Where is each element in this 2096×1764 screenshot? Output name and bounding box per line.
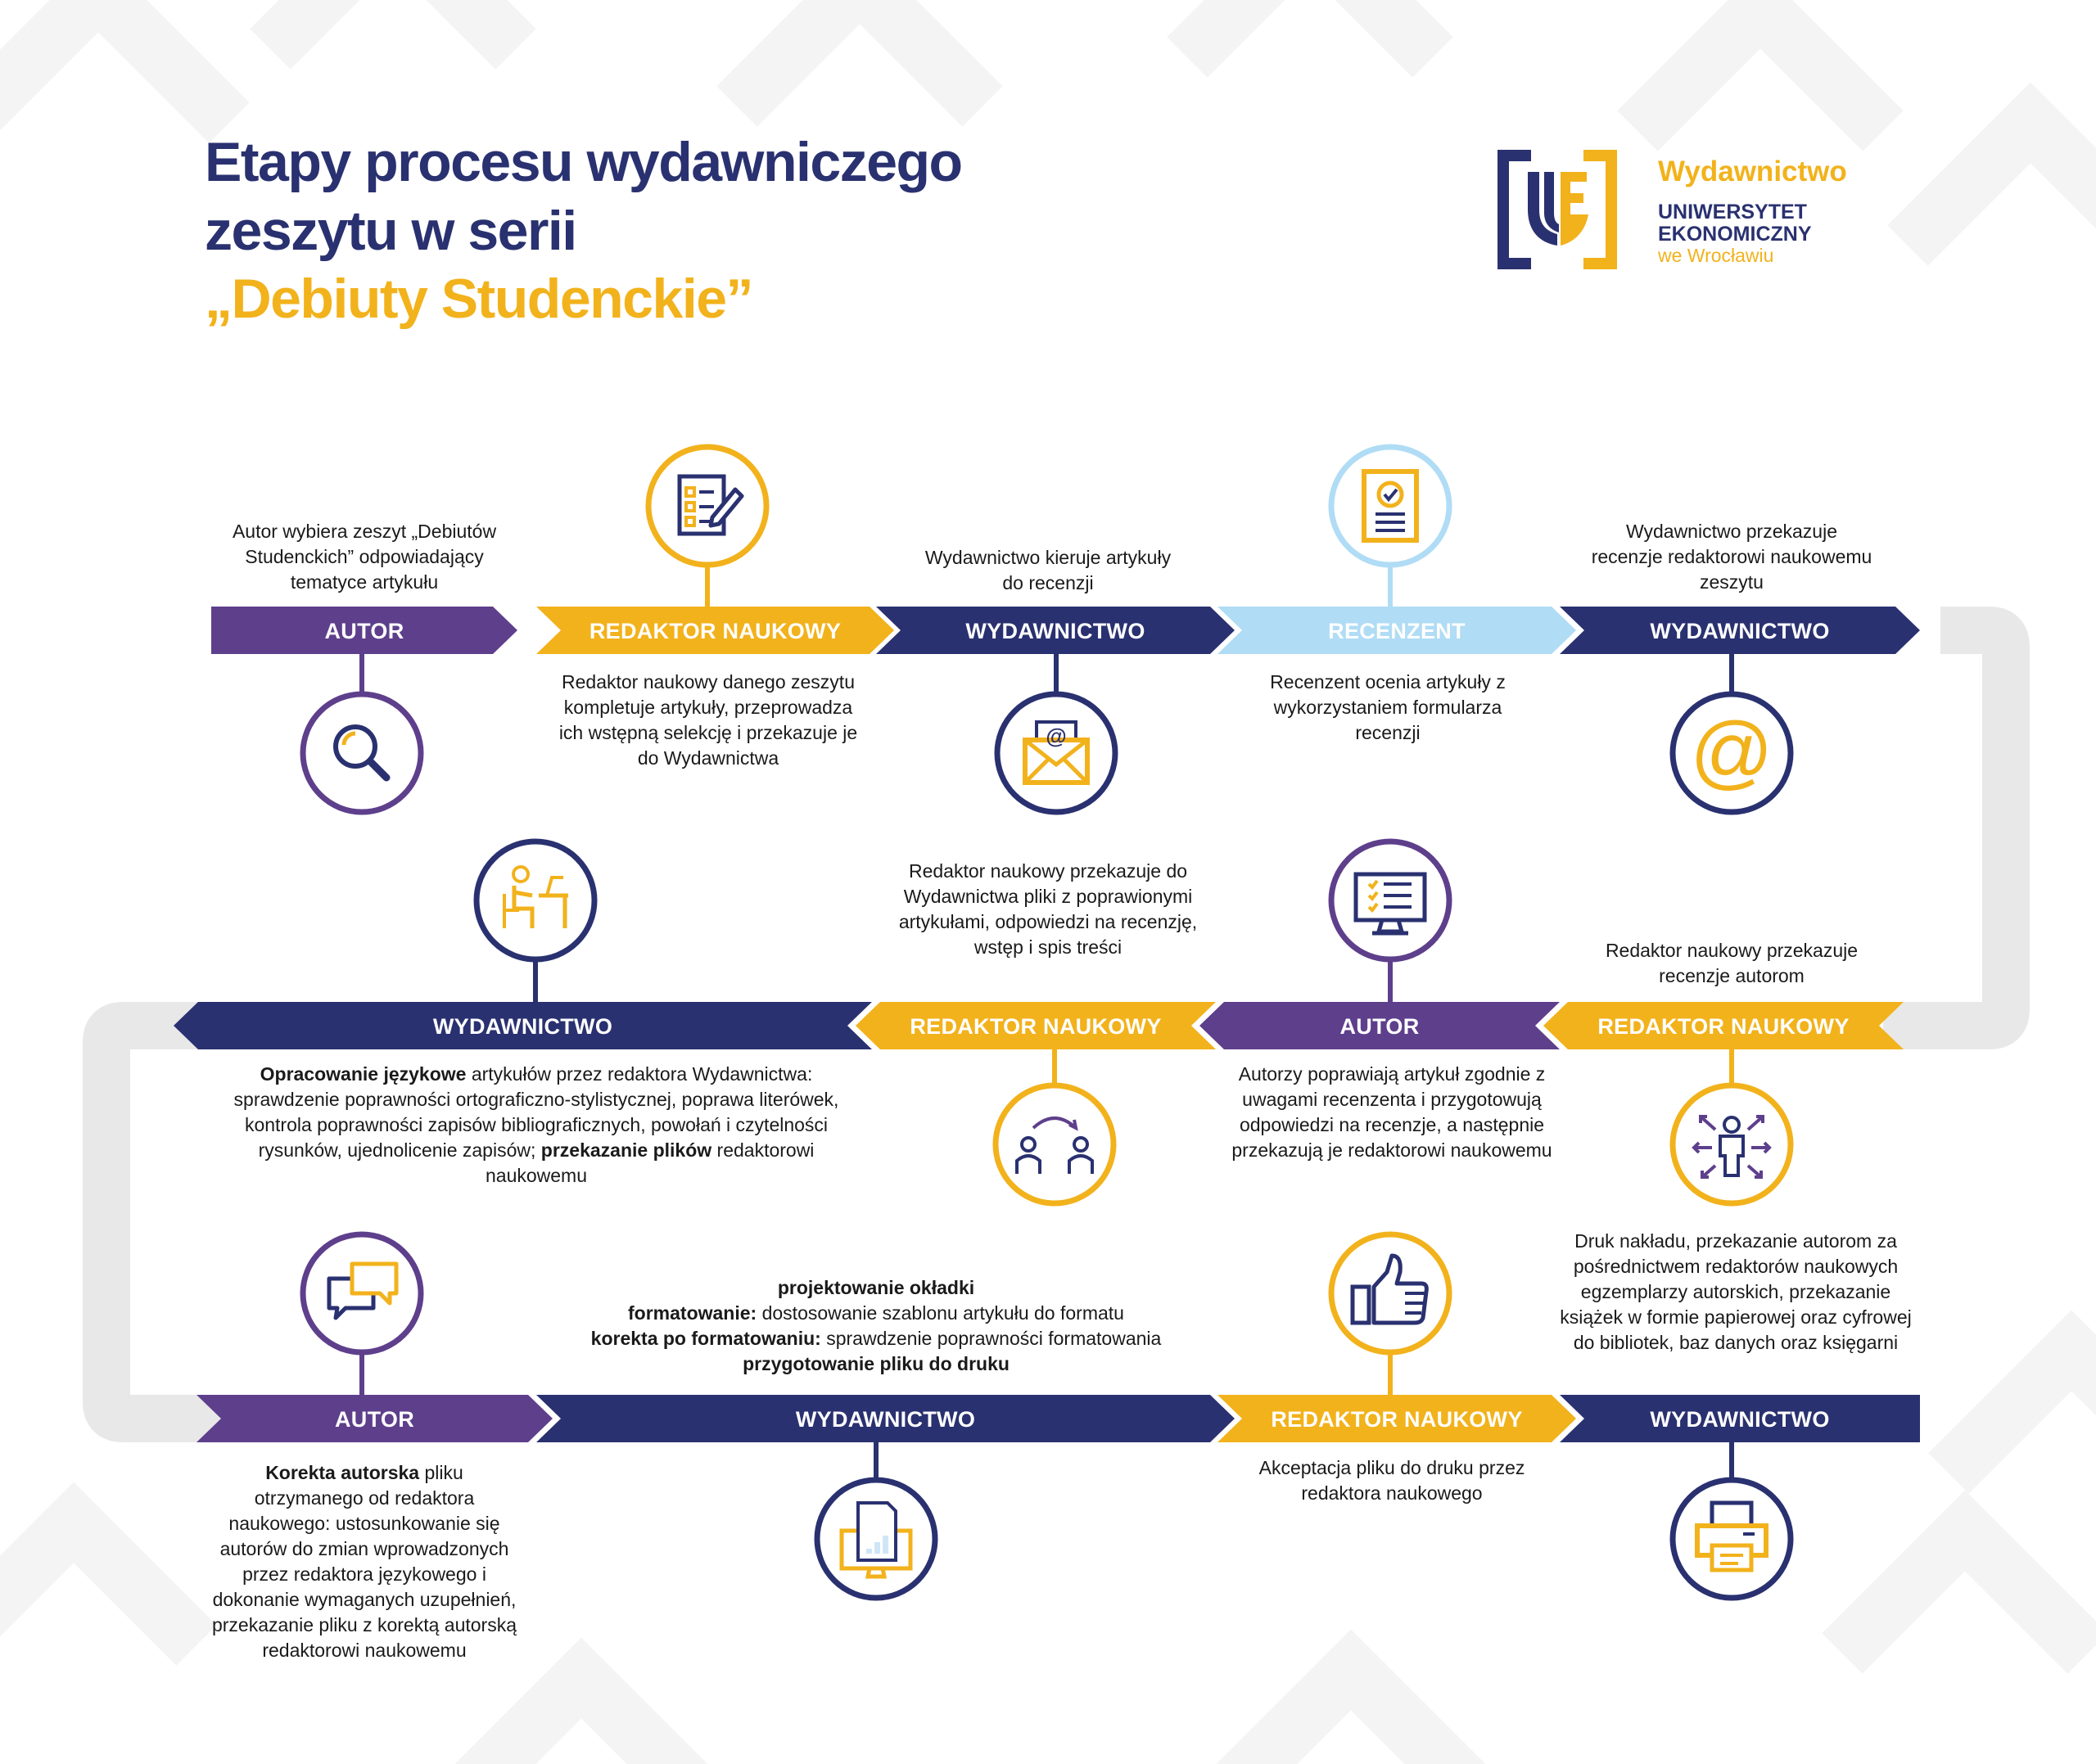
step-text-r1s5: Wydawnictwo przekazuje recenzje redaktorowi naukowemu zeszytu	[1591, 521, 1872, 593]
step-text-r2s4	[209, 1062, 864, 1189]
icon-ring-r2s2	[1331, 841, 1449, 959]
step-text-r2s3: Redaktor naukowy przekazuje do Wydawnictwa pliki z poprawionymi artykułami, odpowiedzi na recenzję, wstęp i spis treści	[898, 860, 1198, 958]
band-label-r3s4: WYDAWNICTWO	[1650, 1407, 1830, 1432]
icon-ring-r3s3	[1331, 1234, 1449, 1352]
step-text-r3s1-rest: pliku otrzymanego od redaktora naukowego: ustosunkowanie się autorów do zmian wprowadzonych przez redaktora językowego i dokonanie wymaganych uzupełnień, przekazanie pliku z korektą autorską redaktorowi naukowemu	[211, 1462, 517, 1661]
logo-university-1: UNIWERSYTET	[1658, 201, 1807, 223]
band-label-r3s1: AUTOR	[334, 1407, 415, 1432]
icon-ring-r1s1	[303, 694, 421, 812]
band-label-r1s2: REDAKTOR NAUKOWY	[589, 619, 842, 643]
step-text-r2s2: Autorzy poprawiają artykuł zgodnie z uwagami recenzenta i przygotowują odpowiedzi na recenzje, a następnie przekazują je redaktorowi naukowemu	[1231, 1063, 1552, 1161]
step-text-r2s4-bold-1: Opracowanie językowe	[260, 1063, 467, 1085]
step-text-r3s2-line-2-rest: dostosowanie szablonu artykułu do formatu	[757, 1302, 1124, 1324]
step-text-r3s1-bold: Korekta autorska	[265, 1462, 420, 1483]
icon-ring-r2s4	[477, 841, 594, 959]
step-text-r1s4: Recenzent ocenia artykuły z wykorzystaniem formularza recenzji	[1270, 671, 1506, 743]
step-text-r3s2-line-3-rest: sprawdzenie poprawności formatowania	[820, 1328, 1162, 1349]
step-text-r3s2-line-3-bold: korekta po formatowaniu:	[590, 1328, 821, 1349]
step-text-r3s4: Druk nakładu, przekazanie autorom za pośrednictwem redaktorów naukowych egzemplarzy autorskich, przekazanie książek w formie papierowej oraz cyfrowej do bibliotek, baz danych oraz księgarni	[1560, 1230, 1912, 1353]
band-label-r2s4: WYDAWNICTWO	[432, 1014, 613, 1039]
step-text-r3s2-line-1-bold: projektowanie okładki	[777, 1277, 975, 1298]
logo-university-2: EKONOMICZNY	[1658, 223, 1812, 246]
band-label-r1s5: WYDAWNICTWO	[1650, 619, 1830, 643]
step-text-r3s2-line-3	[524, 1326, 1228, 1351]
step-text-r3s2	[524, 1275, 1228, 1377]
step-text-r3s2-line-2	[524, 1301, 1228, 1326]
step-text-r2s1: Redaktor naukowy przekazuje recenzje autorom	[1605, 940, 1859, 986]
icon-ring-r3s4	[1673, 1480, 1791, 1598]
band-label-r2s2: AUTOR	[1339, 1014, 1420, 1039]
logo-city: we Wrocławiu	[1658, 245, 1774, 266]
title-line-2: zeszytu w serii	[205, 200, 576, 262]
band-label-r2s3: REDAKTOR NAUKOWY	[910, 1014, 1162, 1039]
band-label-r1s3: WYDAWNICTWO	[965, 619, 1145, 643]
step-text-r3s1	[209, 1460, 520, 1663]
step-text-r1s3: Wydawnictwo kieruje artykuły do recenzji	[924, 547, 1172, 593]
band-label-r3s2: WYDAWNICTWO	[795, 1407, 976, 1432]
step-text-r2s4-mid: artykułów przez redaktora Wydawnictwa: sprawdzenie poprawności ortograficzno-stylistycznej, poprawa literówek, kontrola poprawności zapisów bibliograficznych, powołań i czytelności rysunków, ujednolicenie zapisów;	[233, 1063, 839, 1161]
step-text-r1s2: Redaktor naukowy danego zeszytu kompletuje artykuły, przeprowadza ich wstępną selekcję i przekazuje je do Wydawnictwa	[558, 671, 858, 769]
logo-publisher: Wydawnictwo	[1658, 156, 1847, 187]
step-text-r2s4-end: redaktorowi naukowemu	[485, 1139, 815, 1186]
band-label-r2s1: REDAKTOR NAUKOWY	[1597, 1014, 1850, 1039]
svg-text:@: @	[1690, 706, 1773, 797]
step-text-r3s2-line-4-bold: przygotowanie pliku do druku	[743, 1353, 1010, 1374]
band-label-r1s1: AUTOR	[324, 619, 404, 643]
step-text-r3s2-line-2-bold: formatowanie:	[628, 1302, 757, 1324]
step-text-r1s1: Autor wybiera zeszyt „Debiutów Studenckich” odpowiadający tematyce artykułu	[232, 521, 497, 593]
at-sign-icon	[1690, 706, 1773, 797]
band-label-r1s4: RECENZENT	[1328, 619, 1466, 643]
step-text-r3s3: Akceptacja pliku do druku przez redaktora naukowego	[1258, 1457, 1525, 1504]
icon-ring-r2s1	[1673, 1085, 1791, 1203]
icon-ring-r2s3	[996, 1085, 1114, 1203]
title-line-1: Etapy procesu wydawniczego	[205, 131, 962, 193]
step-text-r3s2-line-1	[524, 1275, 1228, 1301]
step-text-r2s4-bold-2: przekazanie plików	[540, 1139, 712, 1161]
flow-path-right-turn	[1883, 630, 2006, 1026]
step-text-r3s2-line-4	[524, 1351, 1228, 1377]
icon-ring-r1s3	[997, 694, 1115, 812]
band-label-r3s3: REDAKTOR NAUKOWY	[1271, 1407, 1523, 1432]
svg-text:@: @	[1046, 724, 1067, 748]
title-line-3: „Debiuty Studenckie”	[205, 268, 753, 330]
